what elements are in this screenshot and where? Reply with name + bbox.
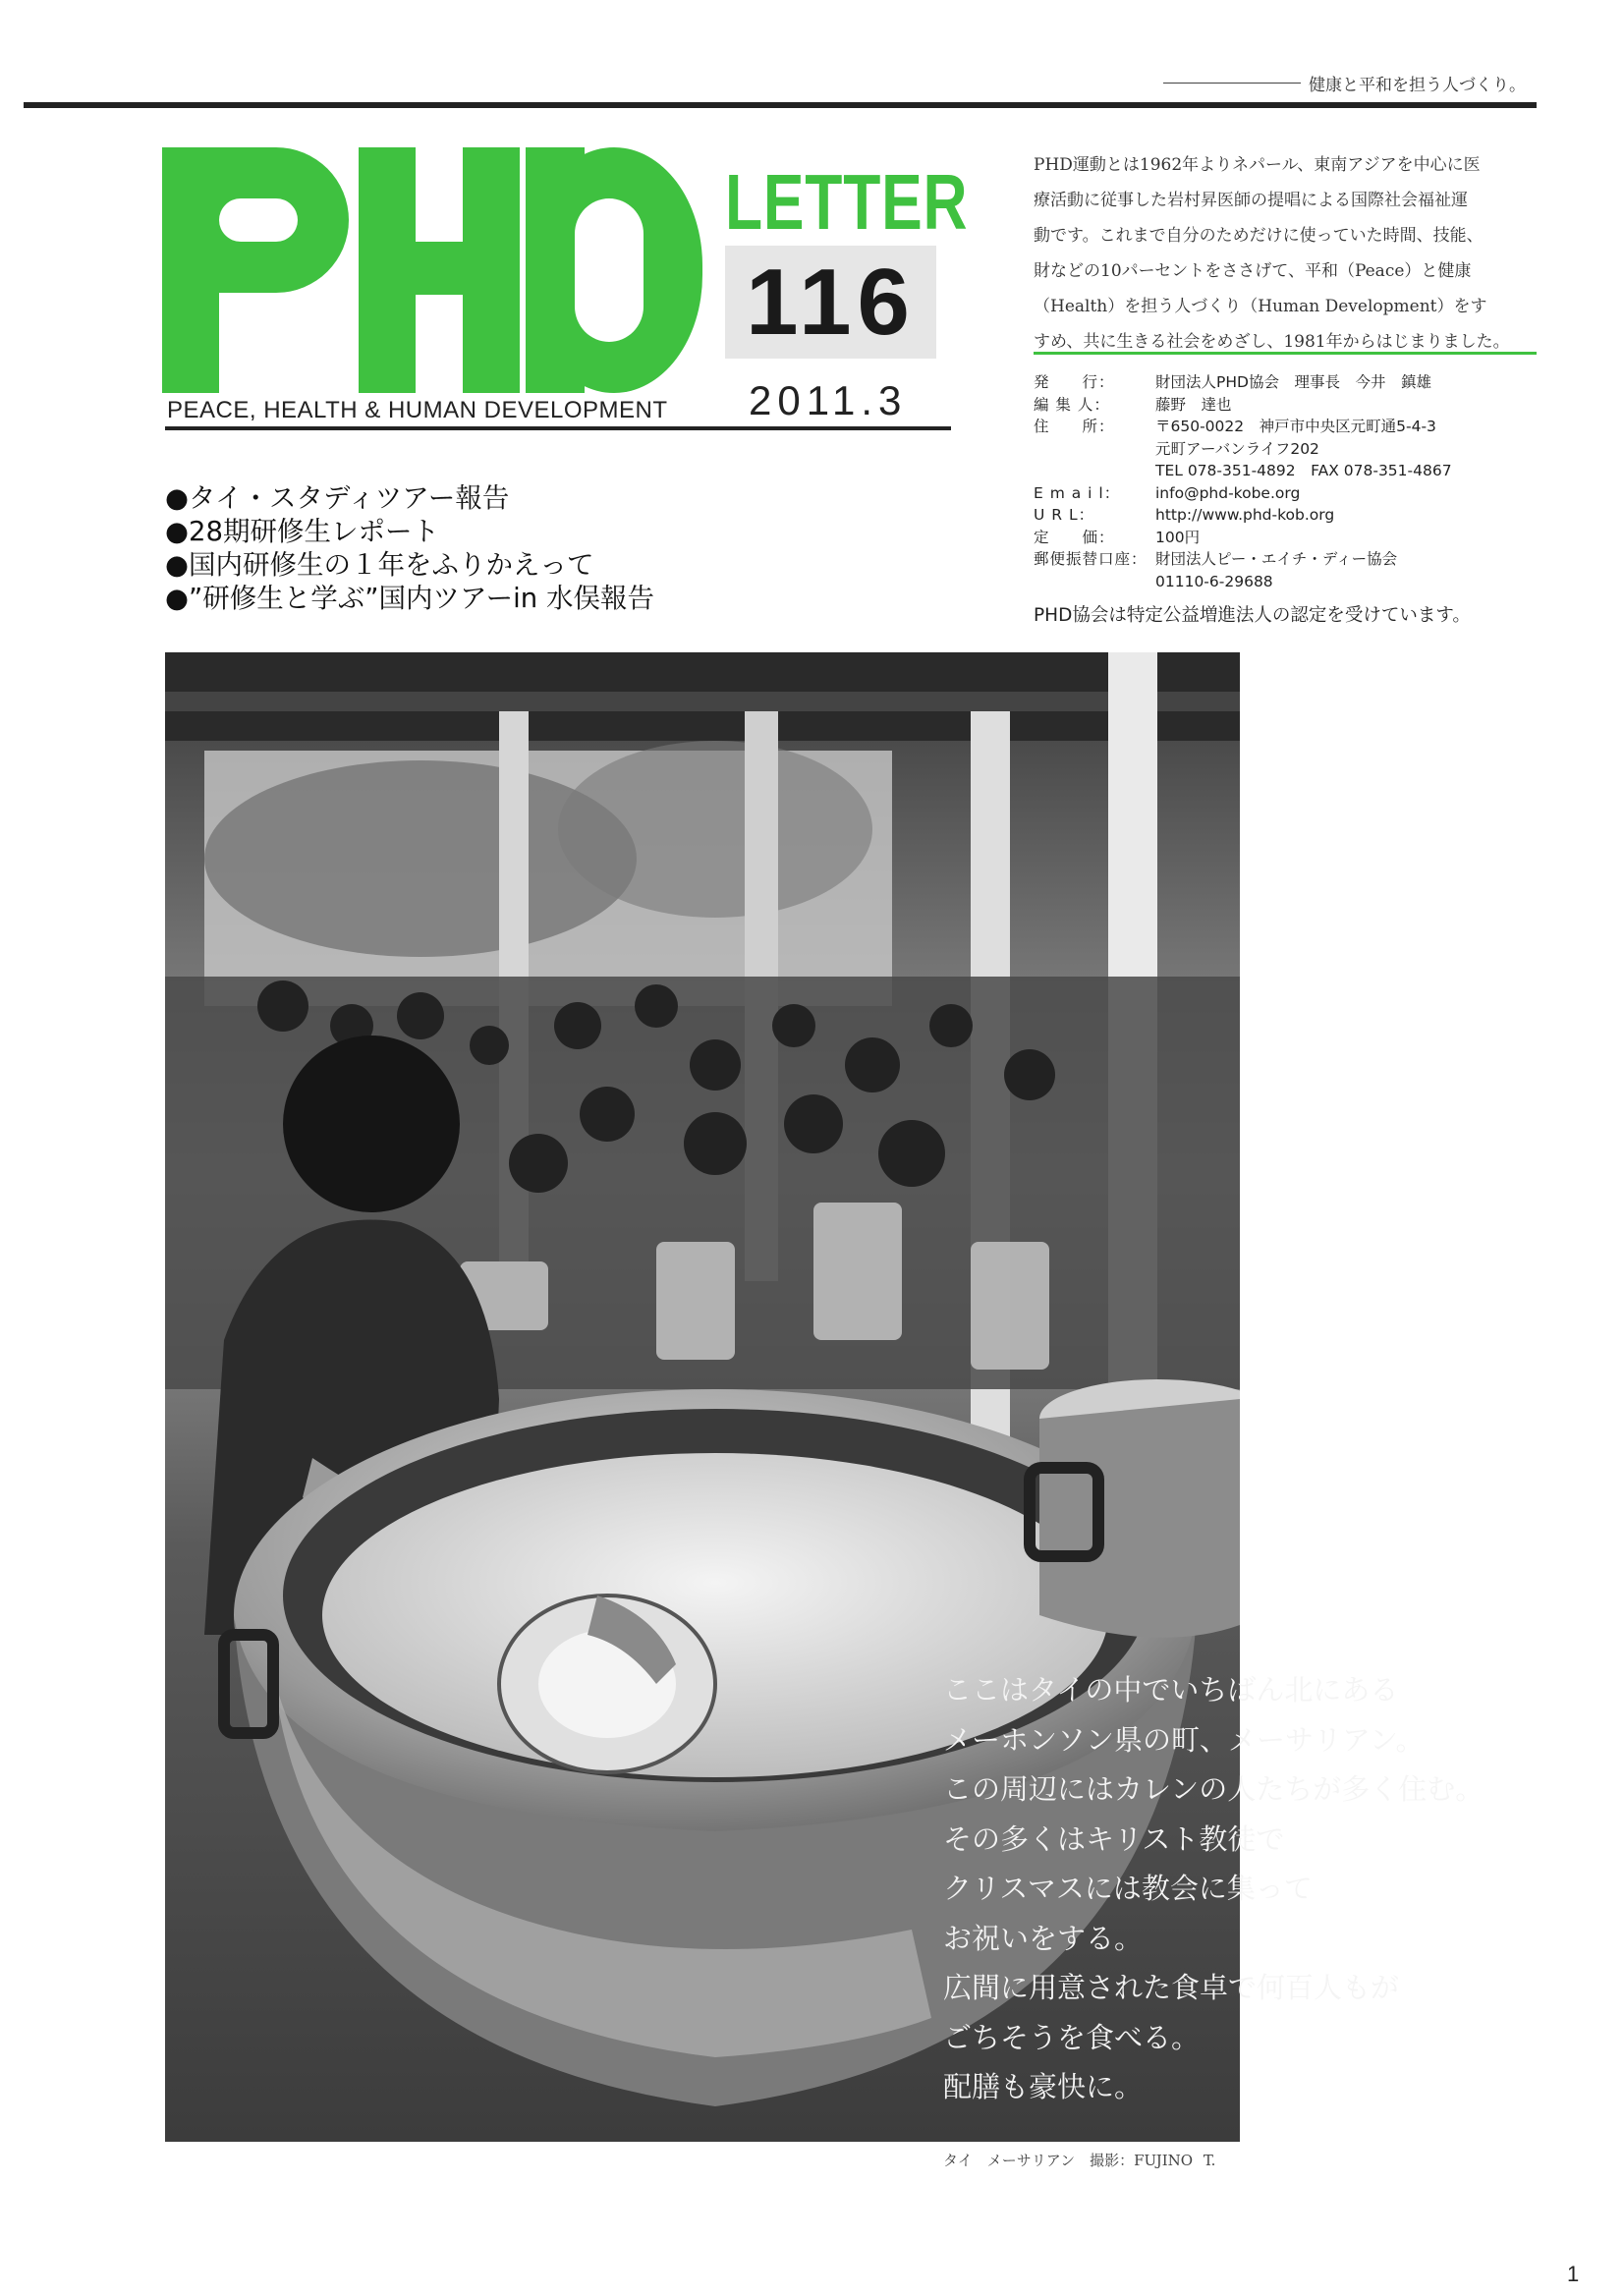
info-value: 〒650-0022 神戸市中央区元町通5-4-3 [1155, 418, 1436, 435]
info-row-account-number [1034, 571, 1452, 593]
info-value: 財団法人ピー・エイチ・ディー協会 [1155, 550, 1398, 568]
info-row-price [1034, 527, 1452, 549]
info-row-url [1034, 504, 1452, 527]
info-value: 100円 [1155, 528, 1201, 546]
info-label [1034, 571, 1155, 593]
intro-line: すめ、共に生きる社会をめざし、1981年からはじまりました。 [1034, 332, 1510, 352]
info-row-address [1034, 416, 1452, 438]
contents-item: ●タイ・スタディツアー報告 [165, 482, 510, 514]
contents-item: ●国内研修生の１年をふりかえって [165, 549, 594, 581]
poem-line: お祝いをする。 [943, 1921, 1144, 1955]
info-value: http://www.phd-kob.org [1155, 506, 1335, 524]
intro-paragraph [1034, 147, 1544, 360]
intro-line: 療活動に従事した岩村昇医師の提唱による国際社会福祉運 [1034, 191, 1468, 210]
info-row-address-2 [1034, 438, 1452, 461]
masthead-rule [165, 426, 951, 430]
poem-line: メーホンソン県の町、メーサリアン。 [943, 1722, 1425, 1757]
masthead-subtitle: PEACE, HEALTH & HUMAN DEVELOPMENT [167, 397, 668, 423]
phd-logo [162, 147, 702, 393]
info-value: 01110-6-29688 [1155, 572, 1273, 590]
info-value: TEL 078-351-4892 FAX 078-351-4867 [1155, 462, 1452, 479]
info-row-editor [1034, 394, 1452, 417]
poem-line: 配膳も豪快に。 [943, 2070, 1144, 2103]
intro-rule [1034, 352, 1537, 355]
info-label: U R L： [1034, 506, 1095, 524]
info-value: 藤野 達也 [1155, 395, 1232, 414]
info-value: 元町アーバンライフ202 [1155, 439, 1319, 458]
info-row-postal-account [1034, 548, 1452, 571]
info-label: E m a i l： [1034, 483, 1121, 502]
info-row-phone [1034, 460, 1452, 482]
poem-line: 広間に用意された食卓で何百人もが [943, 1971, 1400, 2004]
poem-line: その多くはキリスト教徒で [943, 1821, 1285, 1856]
photo-caption: タイ メーサリアン 撮影：FUJINO T. [943, 2152, 1216, 2169]
issue-number: 116 [746, 249, 916, 355]
intro-line: 動です。これまで自分のためだけに使っていた時間、技能、 [1034, 226, 1484, 246]
info-label [1034, 460, 1155, 482]
tagline [1163, 71, 1526, 95]
poem-line: ごちそうを食べる。 [943, 2020, 1201, 2054]
poem-line: ここはタイの中でいちばん北にある [943, 1673, 1399, 1707]
info-label: 編 集 人： [1034, 395, 1110, 414]
info-value: info@phd-kobe.org [1155, 483, 1301, 502]
info-row-email [1034, 482, 1452, 505]
publisher-info [1034, 371, 1452, 592]
poem-line: クリスマスには教会に集って [943, 1872, 1313, 1905]
info-label: 郵便振替口座： [1034, 550, 1148, 568]
intro-line: （Health）を担う人づくり（Human Development）をす [1034, 297, 1487, 316]
page-number: 1 [1567, 2262, 1580, 2286]
issue-date: 2011.3 [749, 377, 908, 423]
info-label [1034, 438, 1155, 461]
info-value: 財団法人PHD協会 理事長 今井 鎮雄 [1155, 373, 1431, 391]
top-rule [24, 102, 1537, 108]
letter-label: LETTER [725, 158, 969, 246]
certified-note: PHD協会は特定公益増進法人の認定を受けています。 [1034, 605, 1471, 626]
info-label: 発 行： [1034, 373, 1115, 391]
contents-list [165, 481, 654, 615]
info-label: 住 所： [1034, 418, 1115, 435]
intro-line: PHD運動とは1962年よりネパール、東南アジアを中心に医 [1034, 155, 1481, 175]
contents-item: ●28期研修生レポート [165, 516, 439, 547]
photo-poem [943, 1665, 1484, 2112]
tagline-dash [1163, 83, 1301, 84]
info-label: 定 価： [1034, 528, 1115, 546]
contents-item: ●”研修生と学ぶ”国内ツアーin 水俣報告 [165, 583, 654, 614]
poem-line: この周辺にはカレンの人たちが多く住む。 [943, 1772, 1484, 1806]
intro-line: 財などの10パーセントをささげて、平和（Peace）と健康 [1034, 261, 1472, 281]
tagline-text: 健康と平和を担う人づくり。 [1309, 76, 1526, 95]
info-row-publisher [1034, 371, 1452, 394]
